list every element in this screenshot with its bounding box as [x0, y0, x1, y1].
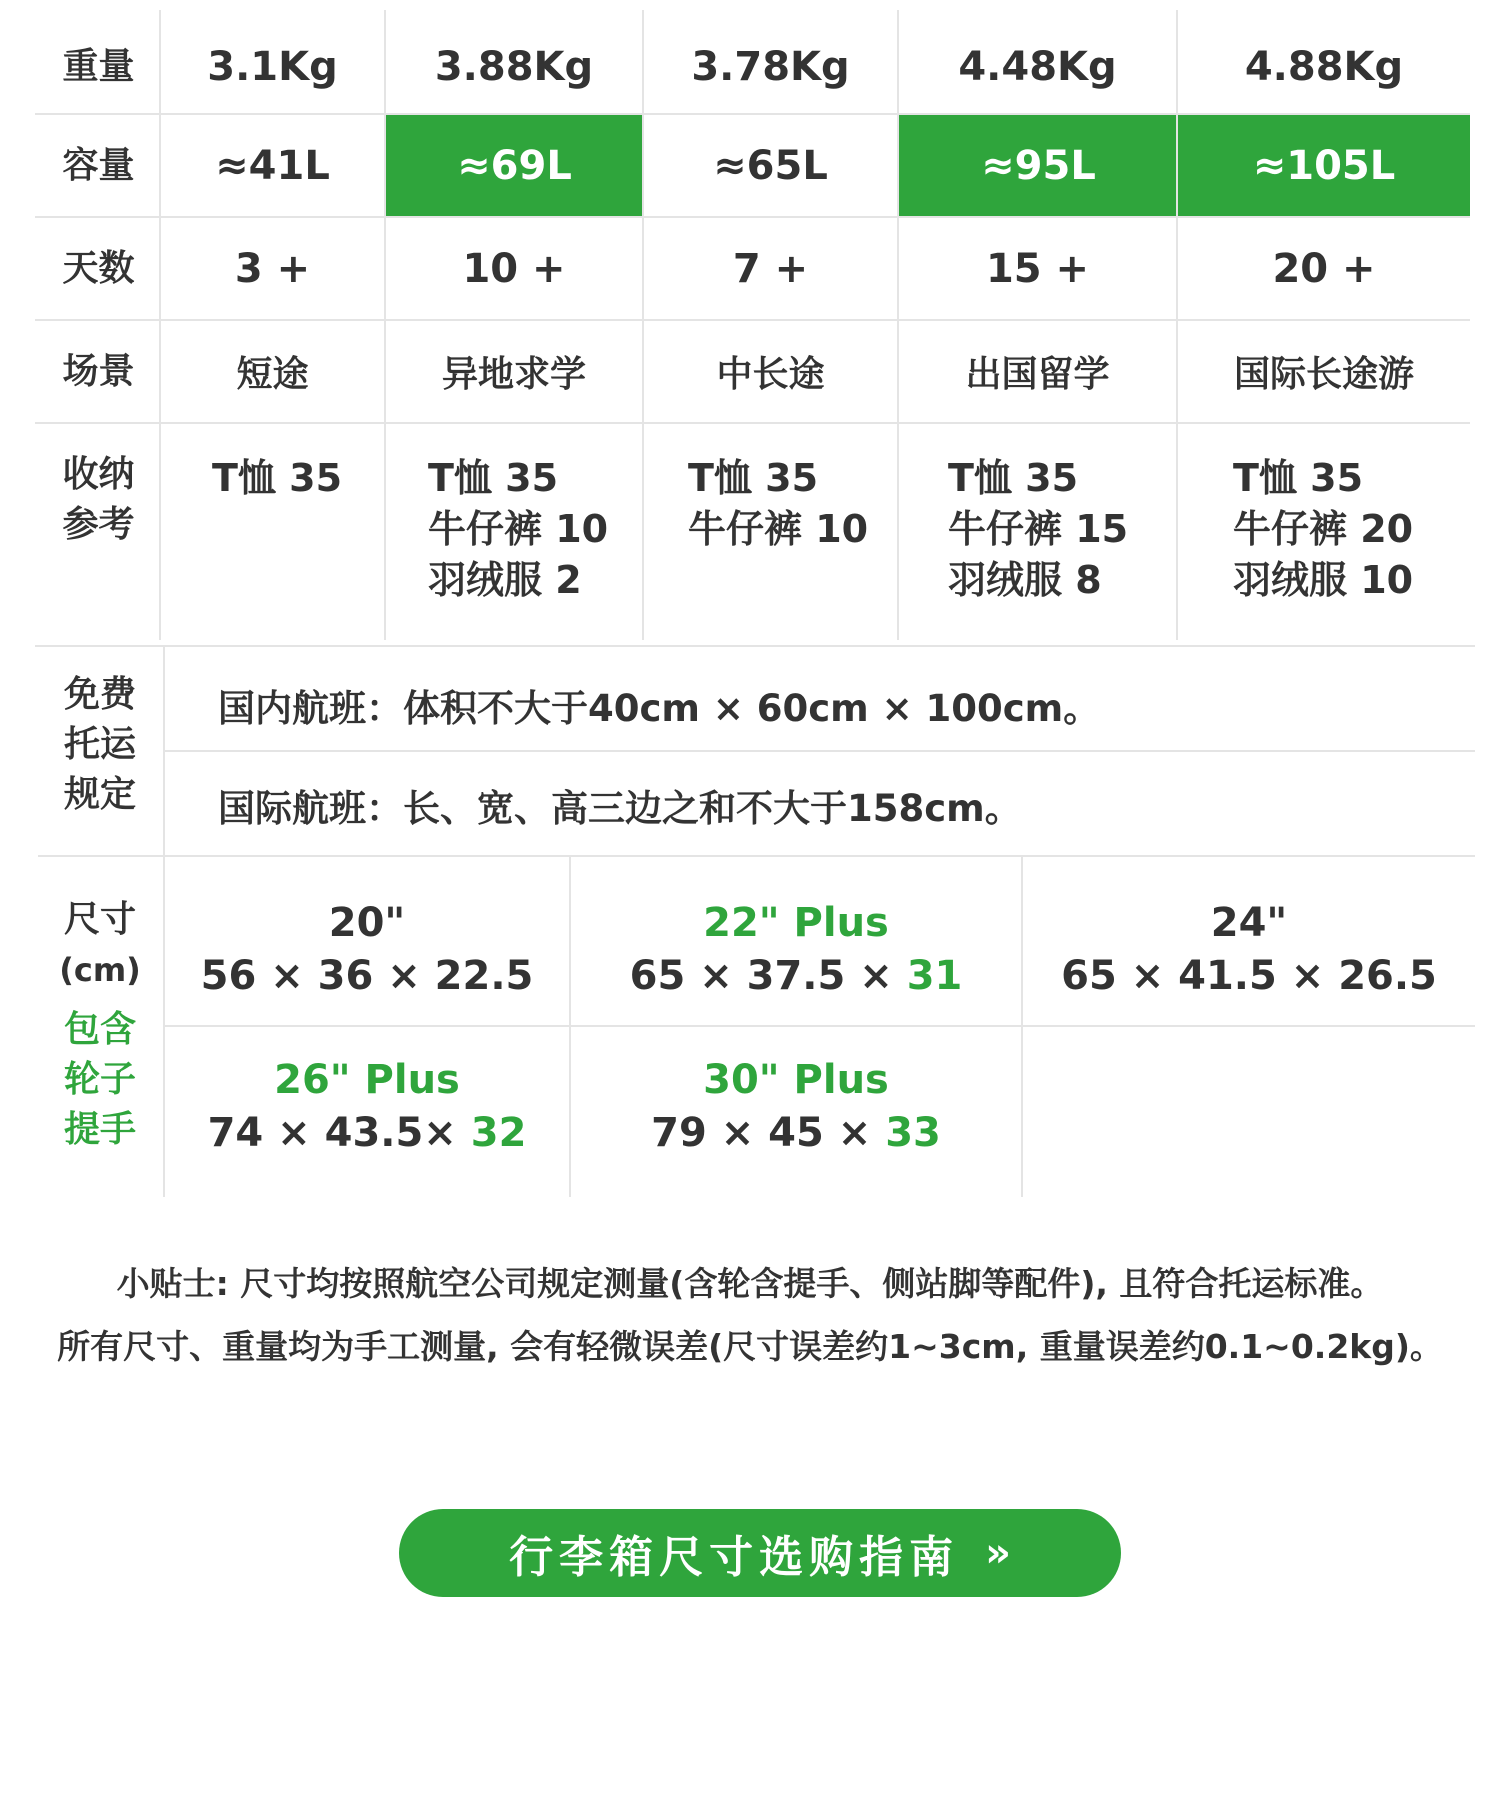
guide-button-label: 行李箱尺寸选购指南 — [509, 1532, 960, 1583]
scene-cell: 国际长途游 — [1233, 354, 1414, 395]
size-name: 30" Plus — [703, 1057, 889, 1103]
packing-label-line: 参考 — [62, 504, 135, 545]
size-22-plus — [571, 897, 1021, 1003]
packing-list — [212, 453, 342, 504]
capacity-cell-95l: ≈95L — [899, 114, 1178, 217]
size-dims-depth: 31 — [906, 953, 963, 999]
dimensions-note-line: 轮子 — [63, 1059, 136, 1100]
row-divider — [165, 1025, 1475, 1027]
packing-item: 牛仔裤 15 — [948, 507, 1129, 551]
days-cell: 3 + — [234, 245, 311, 292]
days-cell: 20 + — [1272, 245, 1376, 292]
days-cell: 10 + — [462, 245, 566, 292]
row-label-dimensions — [40, 895, 160, 995]
capacity-cell-69l: ≈69L — [386, 114, 643, 217]
row-divider — [35, 645, 1475, 647]
size-24 — [1023, 897, 1475, 1003]
packing-item: 羽绒服 10 — [1233, 558, 1414, 602]
packing-item: T恤 35 — [948, 456, 1079, 500]
days-cell: 15 + — [985, 245, 1090, 292]
baggage-label-line: 托运 — [63, 724, 136, 765]
size-dims: 65 × 41.5 × 26.5 — [1061, 953, 1437, 999]
row-divider — [38, 855, 1475, 857]
domestic-flight-rule: 国内航班：体积不大于40cm × 60cm × 100cm。 — [218, 687, 1101, 730]
packing-list — [948, 453, 1128, 606]
packing-list — [1233, 453, 1413, 606]
size-dims-depth: 32 — [470, 1110, 527, 1156]
weight-cell: 3.88Kg — [434, 43, 594, 90]
size-20 — [165, 897, 569, 1003]
dimensions-note-line: 包含 — [63, 1009, 136, 1050]
dimensions-note-line: 提手 — [63, 1109, 136, 1150]
size-30-plus — [571, 1054, 1021, 1160]
size-dims-main: 74 × 43.5× — [207, 1110, 471, 1156]
weight-cell: 3.1Kg — [207, 43, 338, 90]
scene-cell: 短途 — [236, 354, 309, 395]
weight-cell: 3.78Kg — [691, 43, 850, 90]
tip-line: 小贴士: 尺寸均按照航空公司规定测量(含轮含提手、侧站脚等配件), 且符合托运标准。 — [116, 1264, 1384, 1303]
size-name: 26" Plus — [274, 1057, 460, 1103]
luggage-size-guide-button[interactable] — [399, 1509, 1121, 1597]
packing-list — [688, 453, 868, 555]
scene-cell: 出国留学 — [965, 354, 1110, 395]
packing-item: 牛仔裤 10 — [428, 507, 609, 551]
size-dims: 56 × 36 × 22.5 — [200, 953, 534, 999]
packing-item: 牛仔裤 20 — [1233, 507, 1414, 551]
size-dims — [571, 950, 1021, 1003]
size-name: 24" — [1210, 900, 1288, 946]
row-label-scene: 场景 — [62, 350, 135, 392]
size-dims — [165, 1107, 569, 1160]
packing-item: 牛仔裤 10 — [688, 507, 869, 551]
packing-label-line: 收纳 — [62, 454, 135, 495]
row-label-packing — [40, 450, 157, 550]
tip-line: 所有尺寸、重量均为手工测量, 会有轻微误差(尺寸误差约1~3cm, 重量误差约0.1~0.2kg)。 — [57, 1327, 1443, 1366]
packing-item: T恤 35 — [1233, 456, 1364, 500]
dimensions-note — [40, 1005, 160, 1155]
packing-item: T恤 35 — [428, 456, 559, 500]
column-divider — [163, 647, 165, 857]
row-label-weight: 重量 — [62, 45, 135, 87]
size-dims-main: 65 × 37.5 × — [629, 953, 907, 999]
capacity-cell-105l: ≈105L — [1178, 114, 1470, 217]
weight-cell: 4.48Kg — [958, 43, 1117, 90]
packing-list — [428, 453, 608, 606]
size-dims-main: 79 × 45 × — [651, 1110, 886, 1156]
packing-item: 羽绒服 2 — [428, 558, 582, 602]
weight-cell: 4.88Kg — [1244, 43, 1404, 90]
size-dims — [571, 1107, 1021, 1160]
capacity-cell: ≈65L — [713, 142, 828, 189]
dimensions-label-line: 尺寸 — [63, 899, 136, 940]
size-26-plus — [165, 1054, 569, 1160]
size-name: 22" Plus — [703, 900, 889, 946]
row-label-baggage-rules — [40, 670, 160, 820]
baggage-label-line: 免费 — [63, 674, 136, 715]
size-name: 20" — [328, 900, 406, 946]
row-divider — [165, 750, 1475, 752]
international-flight-rule: 国际航班：长、宽、高三边之和不大于158cm。 — [218, 787, 1022, 830]
days-cell: 7 + — [732, 245, 809, 292]
row-label-capacity: 容量 — [62, 144, 135, 186]
baggage-label-line: 规定 — [63, 774, 136, 815]
row-divider — [35, 422, 1470, 424]
row-label-days: 天数 — [62, 247, 135, 289]
double-chevron-right-icon: » — [985, 1530, 1011, 1576]
scene-cell: 异地求学 — [441, 354, 586, 395]
dimensions-label-unit: (cm) — [59, 951, 141, 989]
packing-item: T恤 35 — [688, 456, 819, 500]
capacity-cell: ≈41L — [215, 142, 330, 189]
packing-item: 羽绒服 8 — [948, 558, 1102, 602]
size-dims-depth: 33 — [885, 1110, 941, 1156]
scene-cell: 中长途 — [716, 354, 825, 395]
packing-item: T恤 35 — [212, 456, 343, 500]
